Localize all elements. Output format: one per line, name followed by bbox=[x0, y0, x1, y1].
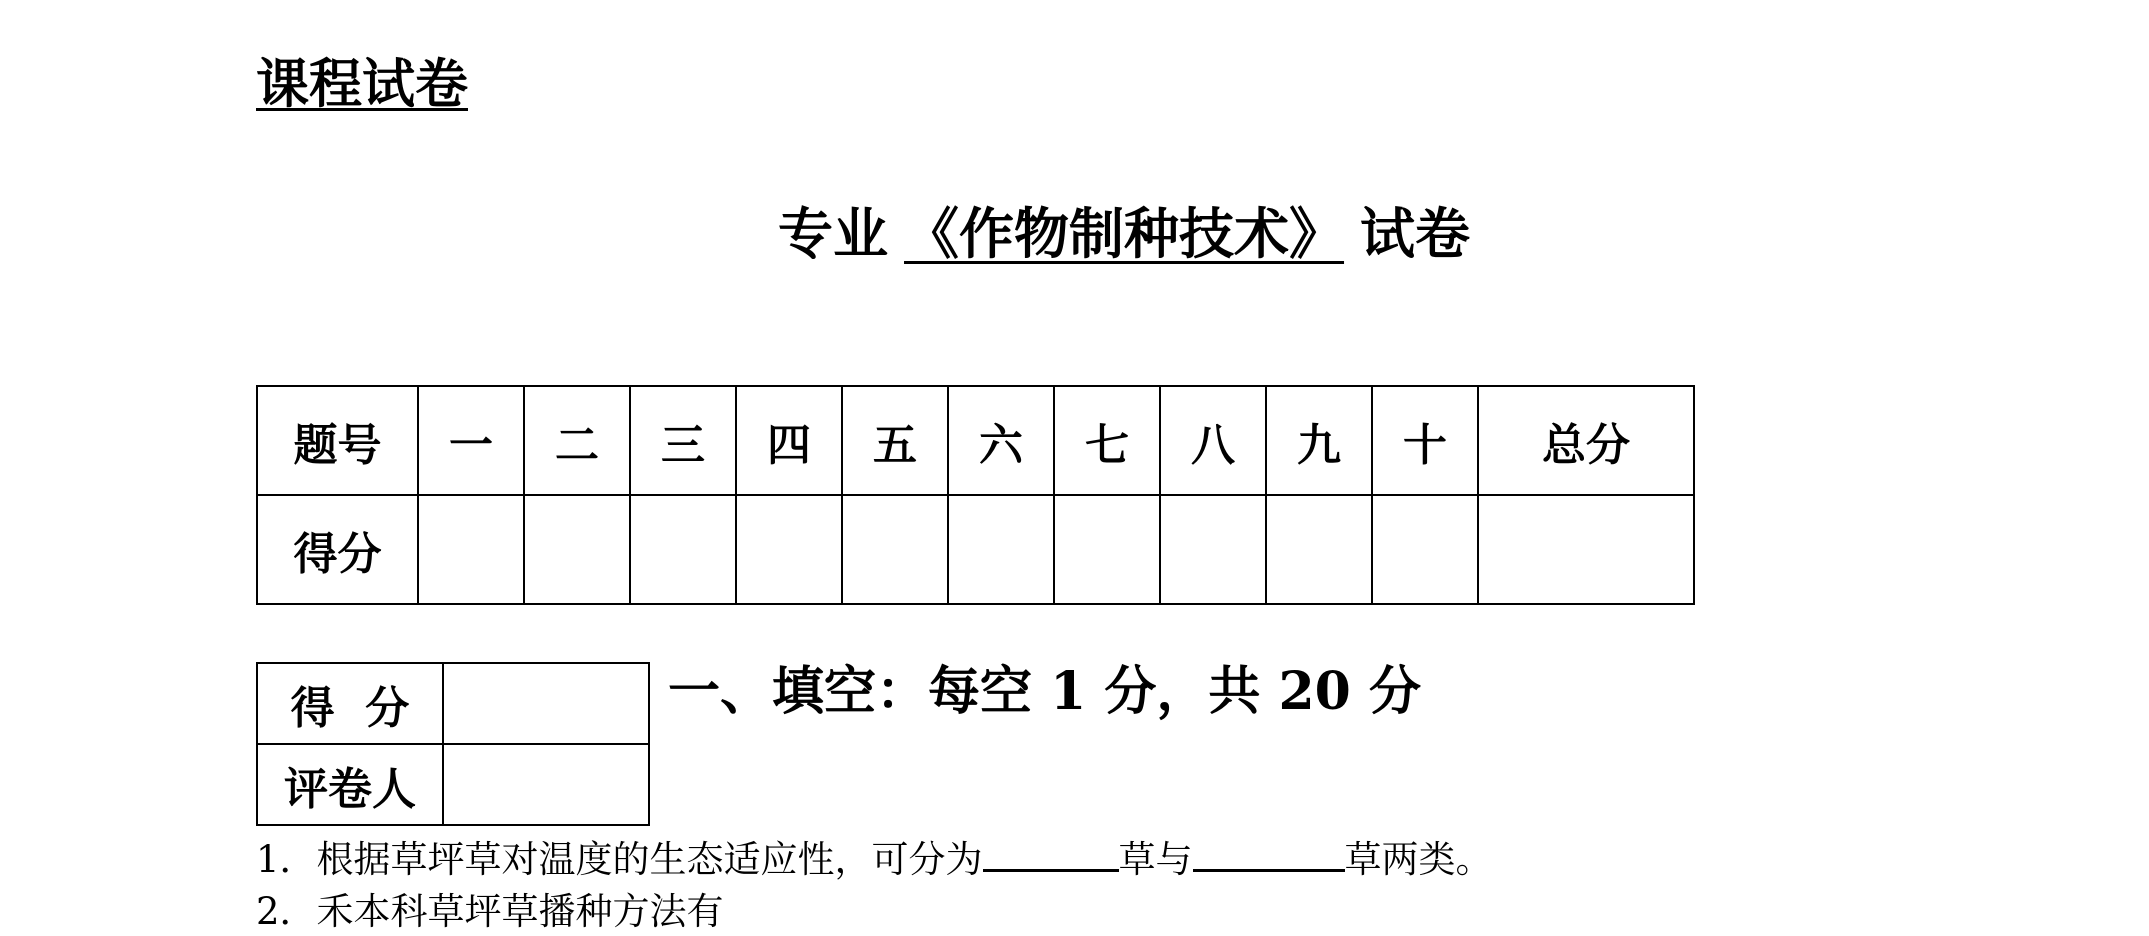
score-cell-6[interactable] bbox=[948, 495, 1054, 604]
question-2-text: 禾本科草坪草播种方法有 bbox=[316, 890, 724, 933]
score-cell-7[interactable] bbox=[1054, 495, 1160, 604]
score-cell-10[interactable] bbox=[1372, 495, 1478, 604]
section-score-cell[interactable] bbox=[443, 663, 649, 744]
grader-label: 评卷人 bbox=[257, 744, 443, 825]
header-cell-4: 四 bbox=[736, 386, 842, 495]
header-cell-3: 三 bbox=[630, 386, 736, 495]
exam-title-prefix: 专业 bbox=[778, 201, 889, 266]
header-cell-5: 五 bbox=[842, 386, 948, 495]
score-summary-table bbox=[256, 385, 1695, 605]
score-row-label: 得分 bbox=[257, 495, 418, 604]
score-cell-5[interactable] bbox=[842, 495, 948, 604]
question-1-number: 1． bbox=[256, 838, 317, 881]
question-1-blank-1[interactable] bbox=[983, 833, 1119, 872]
exam-title-suffix: 试卷 bbox=[1360, 201, 1471, 266]
header-cell-label: 题号 bbox=[257, 386, 418, 495]
score-cell-9[interactable] bbox=[1266, 495, 1372, 604]
score-cell-3[interactable] bbox=[630, 495, 736, 604]
section-score-label: 得 分 bbox=[257, 663, 443, 744]
question-1-text-part1: 根据草坪草对温度的生态适应性，可分为 bbox=[316, 838, 983, 881]
score-cell-2[interactable] bbox=[524, 495, 630, 604]
header-cell-7: 七 bbox=[1054, 386, 1160, 495]
score-cell-8[interactable] bbox=[1160, 495, 1266, 604]
question-1-text-part2: 草与 bbox=[1118, 838, 1193, 881]
document-brand-title: 课程试卷 bbox=[256, 54, 468, 115]
score-cell-1[interactable] bbox=[418, 495, 524, 604]
header-cell-9: 九 bbox=[1266, 386, 1372, 495]
question-1 bbox=[256, 833, 1493, 884]
score-cell-total[interactable] bbox=[1478, 495, 1694, 604]
exam-course-name: 《作物制种技术》 bbox=[904, 201, 1345, 266]
section-grader-table bbox=[256, 662, 650, 826]
header-cell-10: 十 bbox=[1372, 386, 1478, 495]
question-2 bbox=[256, 888, 724, 936]
exam-title bbox=[778, 201, 1471, 266]
header-cell-2: 二 bbox=[524, 386, 630, 495]
score-table-header-row bbox=[257, 386, 1694, 495]
grader-cell[interactable] bbox=[443, 744, 649, 825]
header-cell-total: 总分 bbox=[1478, 386, 1694, 495]
header-cell-8: 八 bbox=[1160, 386, 1266, 495]
question-2-number: 2． bbox=[256, 890, 317, 933]
header-cell-6: 六 bbox=[948, 386, 1054, 495]
section-1-heading: 一、填空：每空 1 分，共 20 分 bbox=[668, 661, 1421, 722]
score-cell-4[interactable] bbox=[736, 495, 842, 604]
question-1-text-part3: 草两类。 bbox=[1344, 838, 1493, 881]
header-cell-1: 一 bbox=[418, 386, 524, 495]
score-table-score-row bbox=[257, 495, 1694, 604]
question-1-blank-2[interactable] bbox=[1193, 833, 1345, 872]
